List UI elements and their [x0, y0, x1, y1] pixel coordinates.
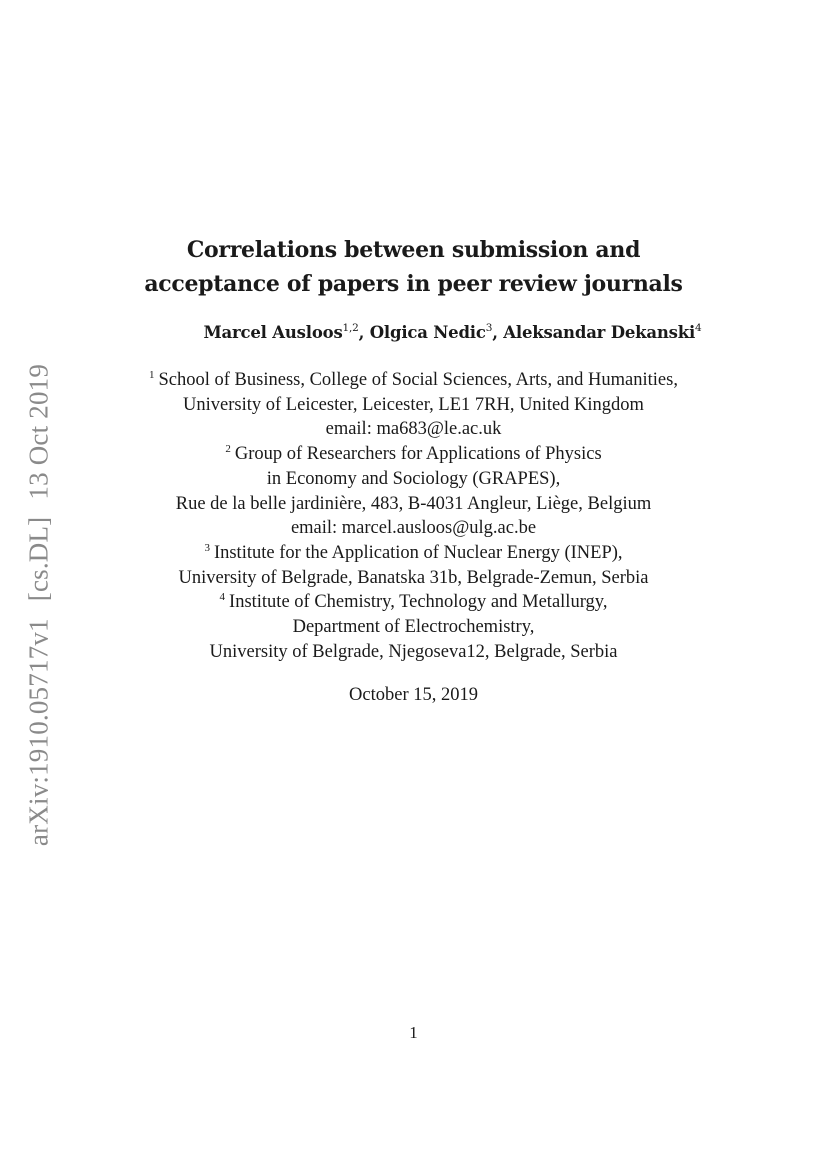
- affiliation-line: [0, 393, 827, 418]
- affiliation-line: [0, 590, 827, 615]
- affiliation-line: [0, 566, 827, 591]
- author-affiliation-mark: 3: [485, 322, 493, 334]
- title-line-2: acceptance of papers in peer review journals: [144, 271, 683, 297]
- affiliation-mark: 4: [219, 591, 226, 604]
- affiliation-line: [0, 492, 827, 517]
- affiliation-text: University of Belgrade, Njegoseva12, Belgrade, Serbia: [209, 641, 618, 662]
- author-list: [0, 320, 827, 346]
- affiliation-text: in Economy and Sociology (GRAPES),: [266, 468, 561, 489]
- paper-title: [0, 233, 827, 301]
- author-affiliation-mark: 1,2: [342, 322, 359, 334]
- author-name: Olgica Nedic: [369, 323, 486, 342]
- author-name: Marcel Ausloos: [203, 323, 343, 342]
- affiliation-text: Group of Researchers for Applications of Physics: [234, 444, 602, 465]
- affiliation-text: Institute of Chemistry, Technology and Metallurgy,: [229, 592, 608, 613]
- affiliation-text: School of Business, College of Social Sciences, Arts, and Humanities,: [158, 370, 678, 390]
- title-line-1: Correlations between submission and: [186, 237, 641, 263]
- affiliation-email: email: ma683@le.ac.uk: [325, 419, 502, 440]
- arxiv-date: 13 Oct 2019: [23, 363, 54, 500]
- affiliation-line: [0, 640, 827, 665]
- affiliation-line: [0, 541, 827, 566]
- affiliation-mark: 3: [204, 541, 210, 554]
- affiliation-text: Department of Electrochemistry,: [292, 617, 535, 638]
- affiliation-line: [0, 417, 827, 442]
- author-separator: ,: [492, 323, 504, 342]
- affiliation-line: [0, 516, 827, 541]
- arxiv-id: arXiv:1910.05717v1: [23, 618, 54, 847]
- page-number: 1: [409, 1023, 418, 1042]
- affiliation-line: [0, 615, 827, 640]
- affiliation-line: [0, 467, 827, 492]
- author-affiliation-mark: 4: [695, 322, 702, 334]
- affiliation-mark: 1: [149, 369, 155, 381]
- affiliation-email: email: marcel.ausloos@ulg.ac.be: [290, 518, 537, 539]
- affiliation-text: Rue de la belle jardinière, 483, B-4031 Angleur, Liège, Belgium: [175, 493, 652, 514]
- paper-date: October 15, 2019: [349, 685, 478, 705]
- author-name: Aleksandar Dekanski: [503, 323, 696, 342]
- affiliation-list: [0, 368, 827, 664]
- affiliation-text: University of Leicester, Leicester, LE1 7RH, United Kingdom: [183, 394, 644, 415]
- affiliation-mark: 2: [225, 443, 231, 456]
- arxiv-category: [cs.DL]: [23, 516, 54, 602]
- author-separator: ,: [358, 323, 370, 342]
- affiliation-line: [0, 442, 827, 467]
- affiliation-text: University of Belgrade, Banatska 31b, Belgrade-Zemun, Serbia: [178, 567, 649, 588]
- affiliation-text: Institute for the Application of Nuclear Energy (INEP),: [213, 542, 623, 563]
- affiliation-line: [0, 368, 827, 393]
